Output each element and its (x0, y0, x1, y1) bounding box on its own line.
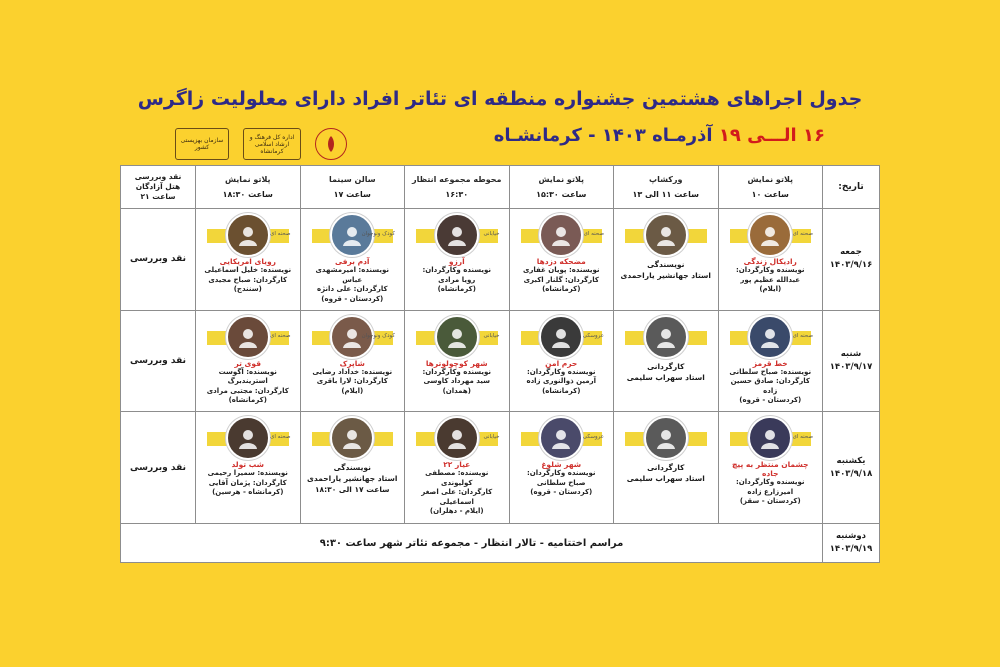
person-photo (435, 416, 479, 460)
person-photo (226, 416, 270, 460)
genre-label: عروسکی (582, 332, 604, 339)
credit-line: کارگردان: علی اصغر اسماعیلی (421, 488, 493, 506)
workshop-topic: نویسندگی (333, 463, 371, 473)
workshop-topic: نویسندگی (647, 260, 685, 269)
sponsor-logos (175, 128, 347, 160)
program-cell (614, 412, 719, 524)
day-name: شنبه (840, 349, 862, 360)
schedule-table (120, 165, 880, 563)
credit-line: کارگردان: پژمان آقایی (208, 478, 287, 487)
program-cell (509, 412, 614, 524)
genre-label: صحنه ای (270, 434, 291, 441)
day-cell (823, 412, 880, 524)
credit-line: عبدالله عظیم پور (740, 275, 801, 284)
program-cell (718, 412, 823, 524)
program-cell (614, 209, 719, 311)
play-title: رادیکال زندگی (743, 257, 797, 266)
day-date: ۱۴۰۳/۹/۱۶ (829, 260, 873, 271)
iran-emblem-logo (315, 128, 347, 160)
credit-line: نویسنده وکارگردان: (526, 367, 596, 376)
day-date: ۱۴۰۳/۹/۱۹ (829, 544, 873, 554)
city: - کرمانشـاه (493, 125, 596, 146)
credit-line: (ایلام - دهلران) (429, 507, 484, 516)
play-title: خط قرمز (752, 358, 788, 368)
genre-label: صحنه ای (792, 332, 813, 339)
play-title: مضحکه دزدها (536, 257, 586, 266)
program-cell (405, 209, 510, 311)
program-cell (509, 310, 614, 412)
start-day: ۱۶ (803, 125, 825, 146)
day-cell (823, 310, 880, 412)
genre-label: خیابانی (483, 434, 500, 441)
credit-line: صباح سلطانی (536, 478, 586, 487)
closing-row (121, 524, 880, 563)
photo-area (619, 416, 713, 458)
program-cell (405, 310, 510, 412)
credit-line: (کرمانشاه) (437, 285, 476, 293)
closing-ceremony: مراسم اختتامیه - تالار انتظار - مجموعه تئاتر شهر ساعت ۹:۳۰ (121, 524, 823, 563)
person-photo (435, 315, 479, 359)
photo-area (724, 315, 818, 357)
column-header: محوطه مجموعه انتظار ۱۶:۳۰ (405, 166, 510, 209)
credit-line: (ایلام) (759, 285, 782, 293)
play-title: چشمان منتظر به پیچ جاده (731, 460, 809, 479)
critique-cell: نقد وبررسی (121, 310, 196, 412)
play-title: شهر شلوغ (541, 460, 582, 470)
person-photo (226, 315, 270, 359)
credit-line: نویسنده: پویان غفاری (522, 266, 600, 274)
credit-line: نویسنده وکارگردان: (735, 478, 805, 487)
genre-label: عروسکی (582, 434, 604, 441)
program-cell (196, 310, 301, 412)
play-title: آرزو (448, 257, 465, 266)
credit-line: (کردستان - قروه) (739, 396, 802, 405)
play-title: رویای امریکایی (219, 257, 276, 266)
photo-area (515, 416, 609, 458)
credit-line: کارگردان: علی دانژه (316, 285, 388, 293)
credit-line: نویسنده: مصطفی کولیوندی (425, 469, 489, 487)
genre-label: خیابانی (483, 332, 500, 339)
photo-area (515, 315, 609, 357)
credit-line: (کرمانشاه - هرسین) (212, 488, 284, 497)
program-cell (718, 310, 823, 412)
credit-line: (کرمانشاه) (542, 285, 581, 293)
workshop-time: ساعت ۱۷ الی ۱۸:۳۰ (314, 485, 390, 495)
schedule-row (121, 310, 880, 412)
credit-line: نویسنده وکارگردان: (422, 367, 491, 376)
year: ۱۴۰۳ (601, 125, 646, 146)
person-photo (330, 416, 374, 460)
workshop-instructor: استاد جهانشیر یاراحمدی (307, 474, 398, 484)
credit-line: کارگردان: صادق حسین زاده (730, 377, 810, 395)
workshop-instructor: استاد سهراب سلیمی (626, 372, 705, 382)
culture-ministry-logo: اداره کل فرهنگ و ارشاد اسلامی کرمانشاه (243, 128, 301, 160)
date-header: تاریخ: (823, 166, 880, 209)
person-photo (539, 416, 583, 460)
credit-line: رویا مرادی (438, 275, 476, 284)
photo-area (724, 416, 818, 458)
column-header: ورکشاپ ساعت ۱۱ الی ۱۳ (614, 166, 719, 209)
schedule-row (121, 209, 880, 311)
photo-area (410, 315, 504, 357)
date-separator: الـــی (747, 125, 797, 146)
person-photo (539, 213, 583, 257)
credit-line: نویسنده: صباح سلطانی (729, 367, 812, 376)
credit-line: نویسنده: خلیل اسماعیلی (204, 266, 292, 274)
play-title: آدم برفی (334, 257, 370, 266)
day-name: دوشنبه (835, 531, 867, 541)
genre-label: صحنه ای (270, 231, 291, 237)
critique-header: نقد وبررسی هتل آزادگان ساعت ۲۱ (121, 166, 196, 209)
credit-line: (کرمانشاه) (228, 396, 267, 405)
program-cell (196, 412, 301, 524)
schedule-row (121, 412, 880, 524)
play-title: حرم امن (545, 358, 578, 368)
play-title: قوی تر (234, 358, 262, 368)
photo-area (201, 315, 295, 357)
critique-cell: نقد وبررسی (121, 209, 196, 311)
page-title: جدول اجراهای هشتمین جشنواره منطقه ای تئاتر افراد دارای معلولیت زاگرس (137, 88, 863, 110)
program-cell (196, 209, 301, 311)
genre-label: خیابانی (483, 231, 500, 237)
genre-label: کودک ونوجوان (361, 231, 395, 237)
credit-line: نویسنده: سمیرا رحیمی (207, 469, 288, 478)
credit-line: نویسنده: آگوست استریندبرگ (218, 367, 277, 386)
column-header: سالن سینما ساعت ۱۷ (300, 166, 405, 209)
person-photo (748, 416, 792, 460)
person-photo (226, 213, 270, 257)
photo-area (724, 213, 818, 255)
play-title: شهر کوچولوترها (425, 358, 488, 368)
credit-line: کارگردان: گلنار اکبری (523, 275, 599, 284)
day-cell (823, 209, 880, 311)
day-date: ۱۴۰۳/۹/۱۸ (829, 468, 873, 479)
play-title: شاپرک (339, 358, 365, 368)
workshop-instructor: استاد جهانشیر یاراحمدی (620, 271, 711, 280)
photo-area (410, 416, 504, 458)
program-cell (509, 209, 614, 311)
person-photo (748, 315, 792, 359)
workshop-topic: کارگردانی (647, 361, 685, 371)
person-photo (644, 416, 688, 460)
credit-line: نویسنده: امیرمشهدی عباس (315, 266, 390, 284)
genre-label: صحنه ای (792, 231, 813, 237)
credit-line: نویسنده وکارگردان: (526, 469, 596, 478)
genre-label: صحنه ای (792, 434, 813, 441)
credit-line: نویسنده وکارگردان: (735, 266, 805, 274)
program-cell (405, 412, 510, 524)
photo-area (306, 416, 400, 458)
workshop-instructor: استاد سهراب سلیمی (626, 474, 705, 484)
photo-area (619, 315, 713, 357)
credit-line: سید مهرداد کاوسی (423, 377, 491, 386)
program-cell (300, 310, 405, 412)
welfare-logo: سازمان بهزیستی کشور (175, 128, 229, 160)
column-header: پلاتو نمایش ساعت ۱۸:۳۰ (196, 166, 301, 209)
photo-area (201, 213, 295, 255)
credit-line: (همدان) (442, 386, 471, 395)
workshop-topic: کارگردانی (647, 463, 685, 473)
play-title: عیار ۲۲ (443, 460, 471, 470)
day-date: ۱۴۰۳/۹/۱۷ (829, 362, 873, 373)
credit-line: (کردستان - قروه) (530, 488, 593, 497)
person-photo (748, 213, 792, 257)
credit-line: کارگردان: مجتبی مرادی (206, 386, 289, 395)
event-dates (494, 125, 825, 146)
day-name: یکشنبه (836, 455, 866, 466)
person-photo (644, 315, 688, 359)
credit-line: (سنندج) (233, 285, 262, 293)
credit-line: (کردستان - سقز) (739, 497, 801, 506)
end-day: ۱۹ (718, 125, 741, 146)
photo-area (515, 213, 609, 255)
photo-area (619, 213, 713, 255)
genre-label: کودک ونوجوان (361, 332, 395, 339)
critique-cell: نقد وبررسی (121, 412, 196, 524)
month: آذرمـاه (652, 125, 713, 146)
person-photo (435, 213, 479, 257)
program-cell (300, 209, 405, 311)
play-title: شب تولد (231, 460, 265, 470)
photo-area (201, 416, 295, 458)
column-header: پلاتو نمایش ساعت ۱۵:۳۰ (509, 166, 614, 209)
credit-line: (ایلام) (341, 386, 364, 395)
photo-area (410, 213, 504, 255)
credit-line: کارگردان: صباح مجیدی (208, 275, 288, 284)
credit-line: امیرزارع زاده (747, 487, 794, 496)
person-photo (644, 213, 688, 257)
genre-label: صحنه ای (270, 332, 291, 339)
day-cell (823, 524, 880, 563)
genre-label: صحنه ای (583, 231, 604, 237)
credit-line: آرمین ذوالنوری زاده (526, 377, 597, 386)
credit-line: نویسنده: خداداد رضایی (312, 367, 393, 376)
column-header: پلاتو نمایش ساعت ۱۰ (718, 166, 823, 209)
credit-line: (کرمانشاه) (542, 386, 581, 395)
credit-line: کارگردان: لارا باقری (316, 377, 388, 386)
credit-line: نویسنده وکارگردان: (422, 266, 491, 274)
program-cell (300, 412, 405, 524)
credit-line: (کردستان - قروه) (321, 294, 384, 303)
photo-area (306, 213, 400, 255)
program-cell (614, 310, 719, 412)
photo-area (306, 315, 400, 357)
day-name: جمعه (840, 247, 862, 258)
person-photo (539, 315, 583, 359)
program-cell (718, 209, 823, 311)
